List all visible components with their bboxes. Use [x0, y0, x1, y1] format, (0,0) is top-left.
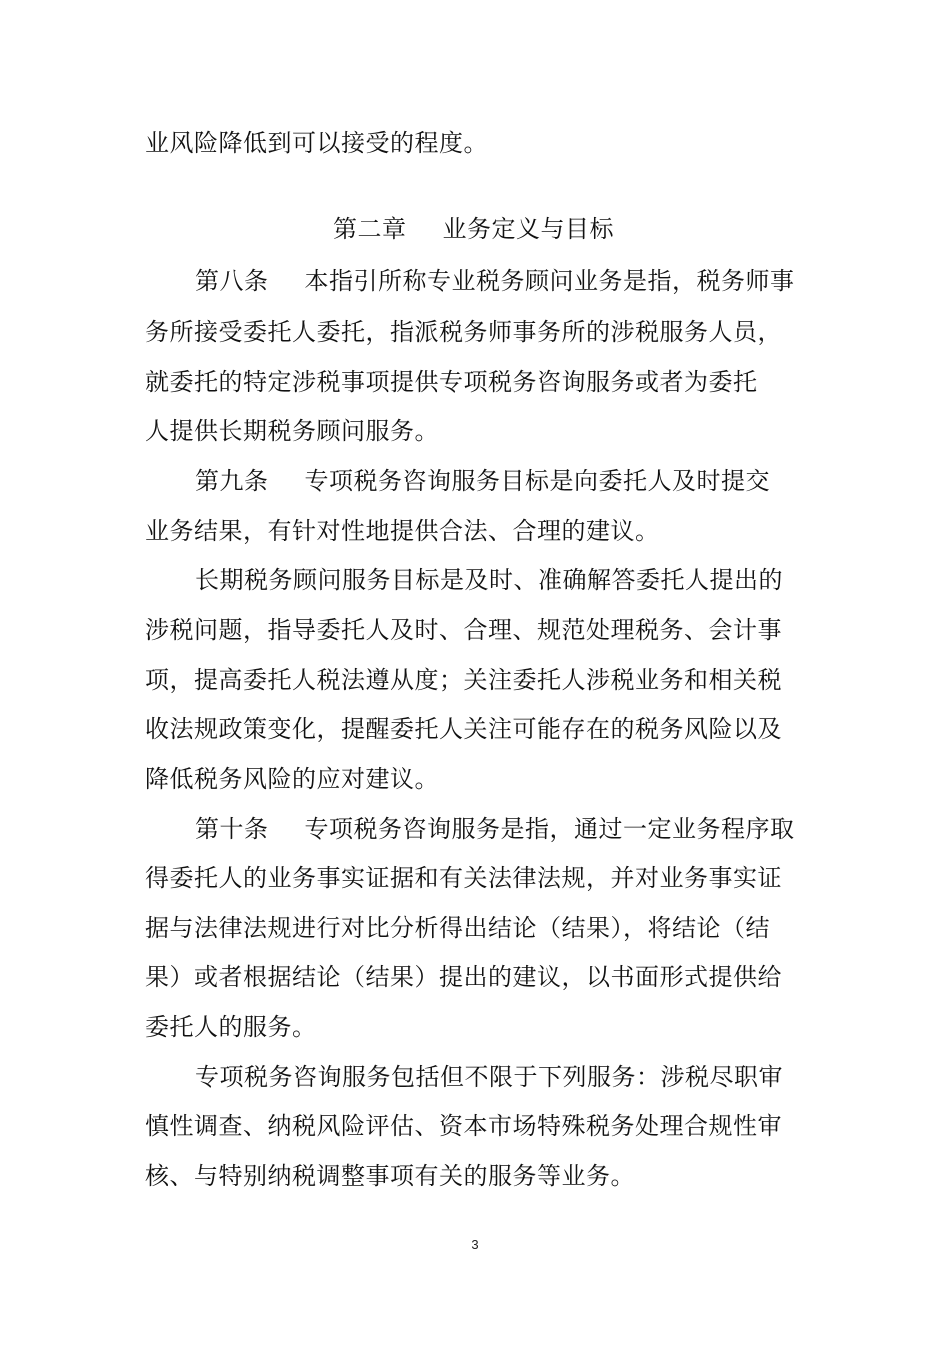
- paragraph-line: 务所接受委托人委托，指派税务师事务所的涉税服务人员，: [145, 318, 782, 346]
- chapter-heading: [333, 214, 614, 244]
- chapter-title: 业务定义与目标: [442, 215, 614, 243]
- paragraph-line: 得委托人的业务事实证据和有关法律法规，并对业务事实证: [145, 864, 782, 892]
- paragraph-line: 果）或者根据结论（结果）提出的建议，以书面形式提供给: [145, 963, 782, 991]
- paragraph-line: 人提供长期税务顾问服务。: [145, 417, 439, 445]
- paragraph-line: 委托人的服务。: [145, 1013, 317, 1041]
- paragraph-line: 收法规政策变化，提醒委托人关注可能存在的税务风险以及: [145, 715, 782, 743]
- article-text: 专项税务咨询服务是指，通过一定业务程序取: [304, 815, 795, 843]
- paragraph-line: 涉税问题，指导委托人及时、合理、规范处理税务、会计事: [145, 616, 782, 644]
- paragraph-line: 核、与特别纳税调整事项有关的服务等业务。: [145, 1162, 635, 1190]
- paragraph-line: 专项税务咨询服务包括但不限于下列服务：涉税尽职审: [195, 1063, 783, 1091]
- chapter-number: 第二章: [333, 215, 407, 243]
- paragraph-line: 降低税务风险的应对建议。: [145, 765, 439, 793]
- paragraph-line: 就委托的特定涉税事项提供专项税务咨询服务或者为委托: [145, 368, 758, 396]
- article-text: 专项税务咨询服务目标是向委托人及时提交: [304, 467, 770, 495]
- article-label: 第十条: [195, 815, 269, 843]
- page-number: 3: [471, 1237, 479, 1252]
- paragraph-line: 业务结果，有针对性地提供合法、合理的建议。: [145, 517, 660, 545]
- article-line: [195, 266, 795, 296]
- article-label: 第八条: [195, 267, 269, 295]
- paragraph-line: 项，提高委托人税法遵从度；关注委托人涉税业务和相关税: [145, 666, 782, 694]
- article-line: [195, 814, 795, 844]
- paragraph-line: 据与法律法规进行对比分析得出结论（结果），将结论（结: [145, 914, 770, 942]
- article-label: 第九条: [195, 467, 269, 495]
- paragraph-line: 慎性调查、纳税风险评估、资本市场特殊税务处理合规性审: [145, 1112, 782, 1140]
- paragraph-line: 业风险降低到可以接受的程度。: [145, 129, 488, 157]
- paragraph-line: 长期税务顾问服务目标是及时、准确解答委托人提出的: [195, 566, 783, 594]
- article-text: 本指引所称专业税务顾问业务是指，税务师事: [304, 267, 795, 295]
- article-line: [195, 466, 770, 496]
